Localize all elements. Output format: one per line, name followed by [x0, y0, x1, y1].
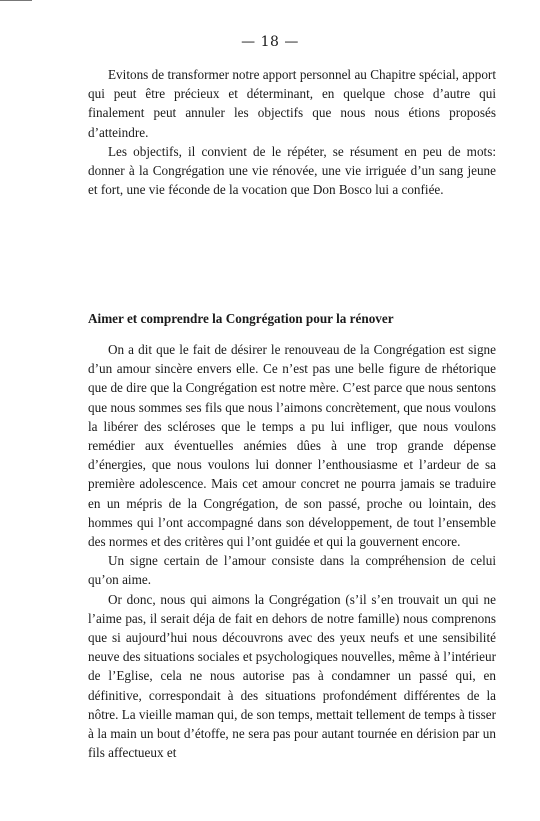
page-number: — 18 —	[241, 34, 299, 50]
section-heading: Aimer et comprendre la Congrégation pour la rénover	[88, 311, 394, 326]
intro-text-block	[88, 65, 496, 199]
paragraph: On a dit que le fait de désirer le renouveau de la Congrégation est signe d’un amour sincère envers elle. Ce n’est pas une belle figure de rhétorique que de dire que la Congrégation est notre mère. C’est parce que nous sentons que nous sommes ses fils que nous l’aimons concrètement, que nous voulons la libérer des scléroses que le temps a pu lui infliger, que nous voulons remédier aux éventuelles anémies dûes à une trop grande dépense d’énergies, que nous voulons lui donner l’enthousiasme et l’ardeur de sa première adolescence. Mais cet amour concret ne pourra jamais se traduire en un mépris de la Congrégation, de son passé, proche ou lointain, des hommes qui l’ont accompagné dans son développement, de tout l’ensemble des normes et des critères qui l’ont guidée et qui la gouvernent encore.	[88, 342, 496, 550]
paragraph: Les objectifs, il convient de le répéter, se résument en peu de mots: donner à la Congrégation une vie rénovée, une vie irriguée d’un sang jeune et fort, une vie féconde de la vocation que Don Bosco lui a confiée.	[88, 143, 496, 198]
paragraph: Un signe certain de l’amour consiste dans la compréhension de celui qu’on aime.	[88, 553, 496, 588]
section-text-block	[88, 340, 496, 762]
paragraph: Or donc, nous qui aimons la Congrégation (s’il s’en trouvait un qui ne l’aime pas, il serait déja de fait en dehors de notre famille) nous comprenons que si aujourd’hui nous découvrons avec des yeux neufs et une sensibilité neuve des situations sociales et psychologiques nouvelles, même à l’intérieur de l’Eglise, cela ne nous autorise pas à condamner un passé qui, en définitive, correspondait à des situations profondément différentes de la nôtre. La vieille maman qui, de son temps, mettait tellement de temps à tisser à la main un bout d’étoffe, ne sera pas pour autant tournée en dérision par un fils affectueux et	[88, 591, 496, 761]
scan-edge-mark	[0, 0, 32, 1]
paragraph: Evitons de transformer notre apport personnel au Chapitre spécial, apport qui peut être précieux et déterminant, en quelque chose d’autre qui finalement peut annuler les objectifs que nous nous étions proposés d’atteindre.	[88, 67, 496, 140]
